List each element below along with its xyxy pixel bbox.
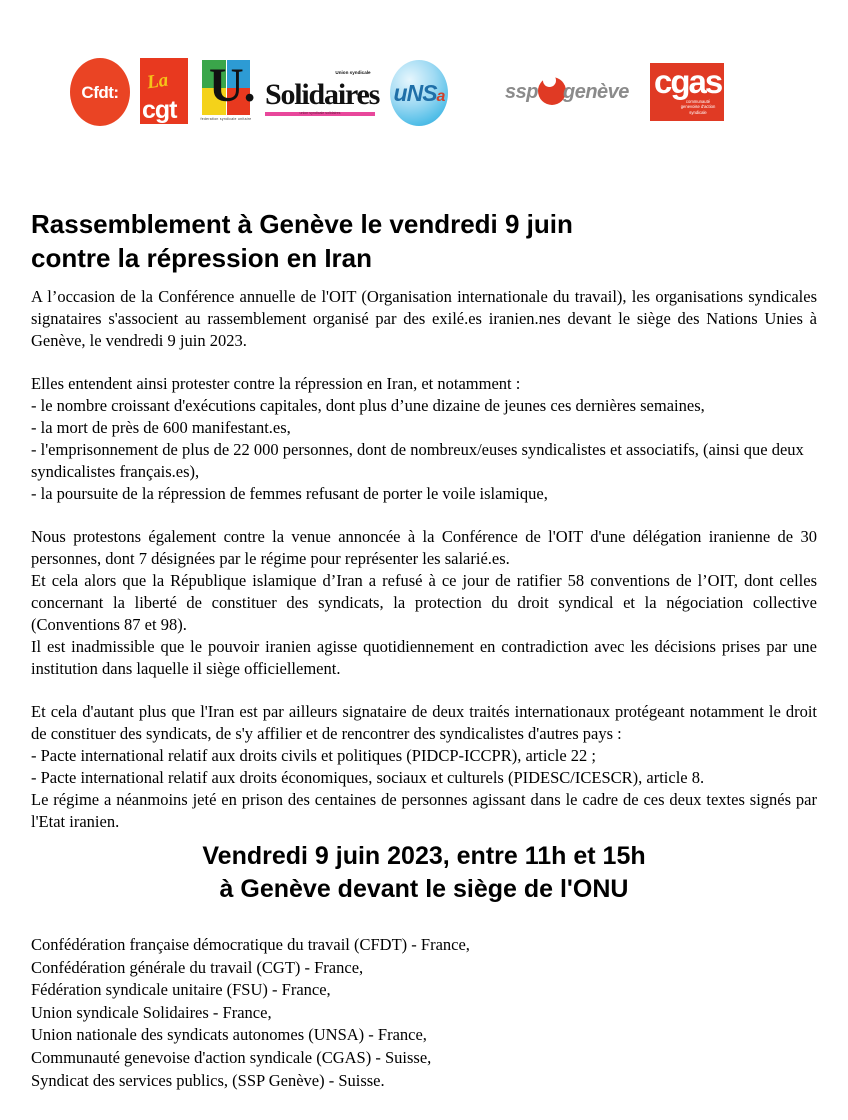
ssp-geneve-logo xyxy=(505,72,645,116)
cgas-microtext: communauté genevoise d'action syndicale xyxy=(680,98,716,115)
cta-line-2: à Genève devant le siège de l'ONU xyxy=(219,875,629,903)
list-item-veil: - la poursuite de la répression de femmes refusant de porter le voile islamique, xyxy=(31,484,548,503)
fsu-microtext: federation syndicale unitaire xyxy=(200,117,252,121)
document-body xyxy=(31,286,817,833)
cgas-logo xyxy=(650,63,724,121)
solidaires-supertext: Union syndicale xyxy=(335,70,371,75)
cgas-wordmark: cgas xyxy=(654,63,722,100)
cgt-script-la: La xyxy=(145,69,170,94)
ssp-circle-icon xyxy=(538,77,566,105)
cta-line-1: Vendredi 9 juin 2023, entre 11h et 15h xyxy=(202,842,646,870)
unsa-wordmark xyxy=(393,79,445,106)
unsa-wordmark-main: uNS xyxy=(393,79,437,106)
solidaires-wordmark: Solidaires xyxy=(265,78,380,111)
list-item: Confédération française démocratique du travail (CFDT) - France, xyxy=(31,935,470,954)
paragraph-inadmissible: Il est inadmissible que le pouvoir iranien agisse quotidiennement en contradiction avec les décisions prises par une institution dans laquelle il siège officiellement. xyxy=(31,637,817,678)
spacer xyxy=(31,352,817,373)
geneve-wordmark: genève xyxy=(563,81,629,103)
solidaires-subtext: union syndicale solidaires xyxy=(299,111,341,115)
unsa-logo xyxy=(390,60,448,126)
list-item: Union nationale des syndicats autonomes (UNSA) - France, xyxy=(31,1025,427,1045)
cfdt-wordmark: Cfdt: xyxy=(81,82,119,102)
list-item: Syndicat des services publics, (SSP Genève) - Suisse. xyxy=(31,1070,385,1090)
list-item-pidcp: - Pacte international relatif aux droits civils et politiques (PIDCP-ICCPR), article 22 ; xyxy=(31,746,597,765)
list-item-pidesc: - Pacte international relatif aux droits économiques, sociaux et culturels (PIDESC/ICESCR), article 8. xyxy=(31,768,705,787)
paragraph-treaties: Et cela d'autant plus que l'Iran est par ailleurs signataire de deux traités internationaux protégeant notamment le droit de constituer des syndicats, de s'y affilier et de rencontrer des syndicalistes d'autres pays : xyxy=(31,702,817,743)
call-to-action xyxy=(0,840,848,906)
spacer xyxy=(31,680,817,701)
list-item: Fédération syndicale unitaire (FSU) - France, xyxy=(31,980,331,1000)
paragraph-delegation: Nous protestons également contre la venue annoncée à la Conférence de l'OIT d'une délégation iranienne de 30 personnes, dont 7 désignées par le régime pour représenter les salarié.es. xyxy=(31,527,817,568)
cgt-wordmark: cgt xyxy=(142,96,177,124)
list-item: Confédération générale du travail (CGT) - France, xyxy=(31,957,364,977)
logo-bar xyxy=(0,58,848,140)
signatories-list xyxy=(31,934,631,1092)
fsu-logo xyxy=(200,58,256,128)
cfdt-logo xyxy=(70,58,130,126)
page-title-line-2: contre la répression en Iran xyxy=(31,243,373,274)
spacer xyxy=(31,505,817,526)
solidaires-logo xyxy=(265,70,380,130)
fsu-u-letter: U. xyxy=(209,59,256,112)
page-title xyxy=(31,207,731,275)
list-item-executions: - le nombre croissant d'exécutions capitales, dont plus d’une dizaine de jeunes ces dernières semaines, xyxy=(31,396,705,415)
list-item: Communauté genevoise d'action syndicale (CGAS) - Suisse, xyxy=(31,1047,432,1067)
paragraph-protest-intro: Elles entendent ainsi protester contre la répression en Iran, et notamment : xyxy=(31,374,521,393)
paragraph-conventions: Et cela alors que la République islamique d’Iran a refusé à ce jour de ratifier 58 conventions de l’OIT, dont celles concernant la liberté de constituer des syndicats, la protection du droit syndical et la négociation collective (Conventions 87 et 98). xyxy=(31,571,817,634)
paragraph-regime: Le régime a néanmoins jeté en prison des centaines de personnes agissant dans le cadre de ces deux textes signés par l'Etat iranien. xyxy=(31,790,817,831)
cgt-logo xyxy=(140,58,188,124)
unsa-wordmark-tail: a xyxy=(436,87,445,105)
list-item: Union syndicale Solidaires - France, xyxy=(31,1002,272,1022)
paragraph-intro: A l’occasion de la Conférence annuelle de l'OIT (Organisation internationale du travail), les organisations syndicales signataires s'associent au rassemblement organisé par des exilé.es iranien.nes devant le siège des Nations Unies à Genève, le vendredi 9 juin 2023. xyxy=(31,287,817,350)
ssp-wordmark: ssp xyxy=(505,81,538,103)
list-item-deaths: - la mort de près de 600 manifestant.es, xyxy=(31,418,291,437)
page-title-line-1: Rassemblement à Genève le vendredi 9 juin xyxy=(31,209,573,240)
list-item-imprisonment: - l'emprisonnement de plus de 22 000 personnes, dont de nombreux/euses syndicalistes et associatifs, (ainsi que deux syndicalistes français.es), xyxy=(31,440,804,481)
